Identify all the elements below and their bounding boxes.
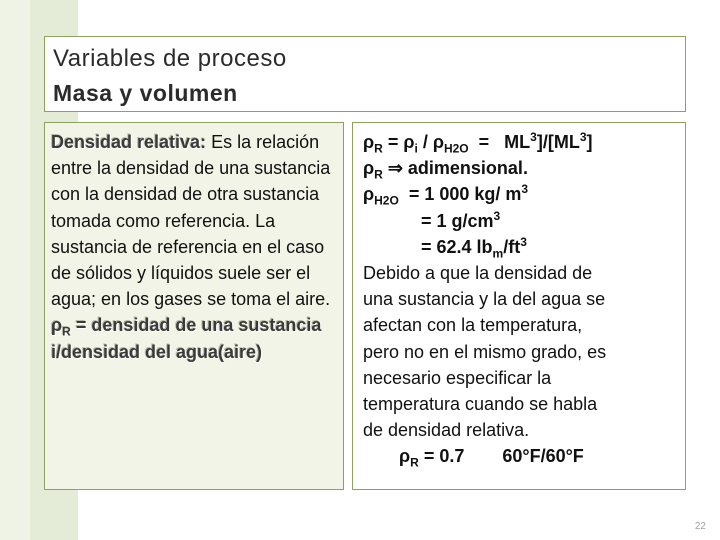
formula-panel — [352, 122, 686, 490]
paragraph-line: afectan con la temperatura, — [363, 315, 583, 336]
mid-text: ]/[ML — [536, 132, 580, 152]
rho-symbol: ρ — [51, 315, 63, 336]
eq2-text: = ML — [468, 132, 531, 152]
rho-symbol: ρ — [363, 132, 375, 152]
sup-3: 3 — [520, 234, 527, 249]
definition-text — [51, 129, 339, 365]
sub-h2o: H2O — [374, 194, 399, 208]
water-density-kg: = 1 000 kg/ m — [398, 184, 522, 205]
rho-symbol: ρ — [399, 446, 411, 467]
paragraph-line: temperatura cuando se habla — [363, 394, 598, 415]
sup-3b: 3 — [579, 130, 587, 144]
definition-body: Es la relación entre la densidad de una sustancia con la densidad de otra sustancia tomada como referencia. La sustancia de referencia en el caso de sólidos y líquidos suele ser el agua; en los gases se toma el aire. — [51, 132, 331, 310]
ft-text: /ft — [503, 236, 521, 257]
title-box — [44, 36, 686, 112]
sub-r: R — [374, 141, 383, 156]
rho-symbol: ρ — [363, 158, 375, 179]
paragraph-line: de densidad relativa. — [363, 420, 530, 441]
implies-arrow-icon: ⇒ — [382, 158, 408, 179]
sup-3: 3 — [493, 208, 501, 223]
formula-line-1 — [363, 129, 683, 155]
slide-subtitle: Masa y volumen — [53, 80, 238, 106]
formula-line-3 — [363, 181, 683, 207]
sup-3a: 3 — [530, 130, 537, 144]
relative-density-formula — [51, 315, 321, 361]
decorative-stripe-inner — [0, 0, 30, 540]
formula-text-block — [363, 129, 683, 470]
adimensional-text: adimensional. — [407, 158, 528, 179]
sub-i: i — [414, 141, 418, 156]
term-label: Densidad relativa: — [51, 132, 207, 152]
formula-text: = densidad de una sustancia i/densidad del agua(aire) — [51, 315, 322, 362]
sup-3: 3 — [521, 182, 529, 197]
slash-text: / ρ — [417, 132, 444, 152]
sub-m: m — [492, 246, 504, 261]
eq-text: = ρ — [382, 132, 415, 152]
paragraph-line: una sustancia y la del agua se — [363, 289, 606, 310]
end-text: ] — [586, 132, 593, 152]
formula-line-4 — [363, 208, 683, 234]
paragraph-line: necesario especificar la — [363, 367, 552, 388]
definition-panel — [44, 122, 344, 490]
slide-number: 22 — [694, 521, 706, 532]
paragraph-line: Debido a que la densidad de — [363, 263, 593, 284]
relative-density-value: = 0.7 — [418, 446, 465, 467]
rho-subscript: R — [62, 325, 71, 340]
paragraph-line: pero no en el mismo grado, es — [363, 341, 607, 362]
formula-line-2 — [363, 155, 683, 181]
sub-h2o: H2O — [443, 141, 469, 156]
water-density-lb: = 62.4 lb — [421, 236, 493, 257]
slide-title: Variables de proceso — [53, 45, 287, 72]
formula-line-5 — [363, 234, 683, 260]
temperature-unit: 60°F/60°F — [502, 446, 584, 467]
sub-r: R — [374, 167, 383, 182]
sub-r: R — [410, 456, 419, 471]
rho-symbol: ρ — [363, 184, 375, 205]
formula-line-last — [363, 443, 683, 469]
water-density-g: = 1 g/cm — [421, 210, 494, 231]
